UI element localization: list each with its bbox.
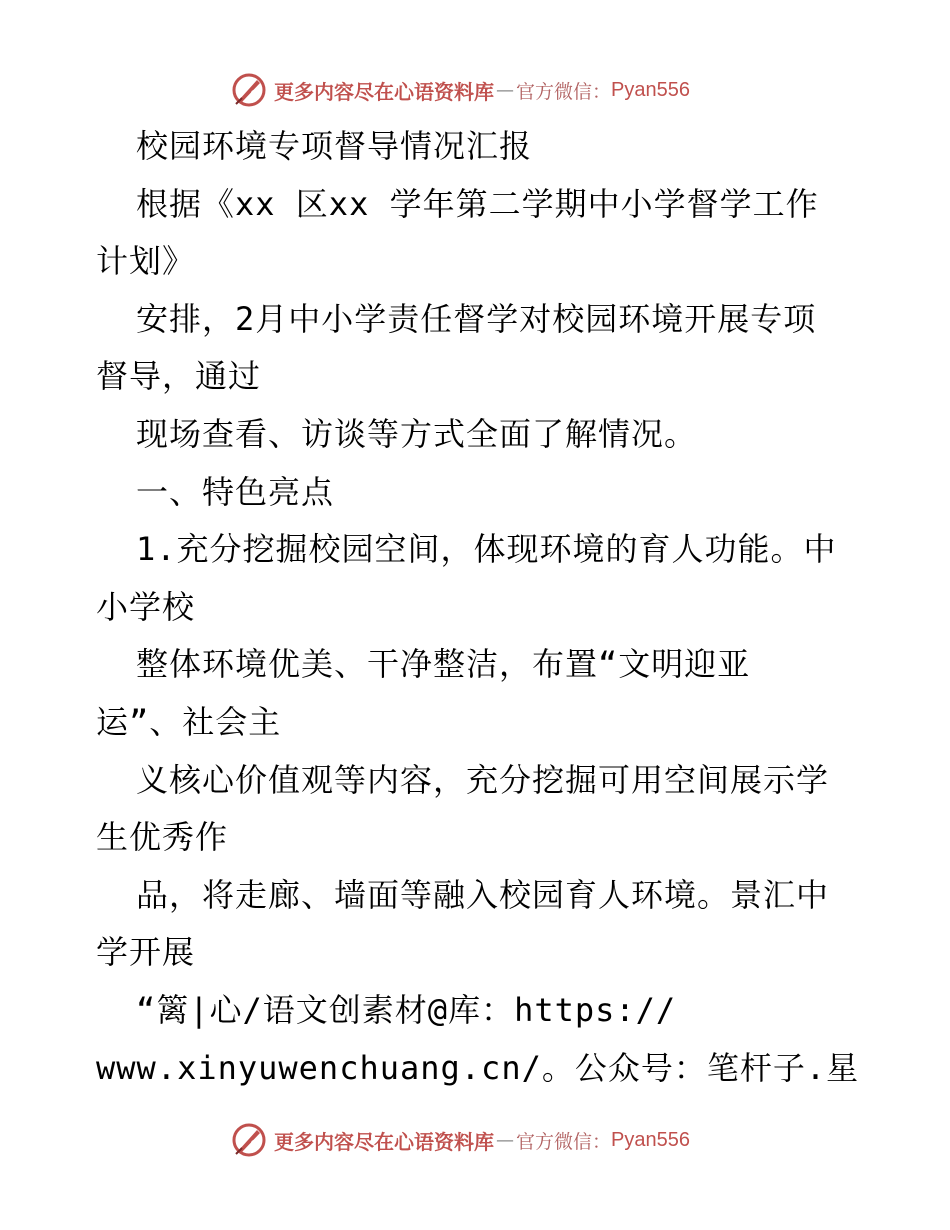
document-body [96, 118, 896, 1097]
text-line: 根据《xx 区xx 学年第二学期中小学督学工作 [136, 184, 819, 223]
text-line: 督导，通过 [96, 357, 262, 396]
footer-watermark-banner [230, 1120, 690, 1160]
quill-pen-logo-icon [230, 71, 268, 109]
footer-wechat-label: 官方微信： [516, 1130, 612, 1153]
section-heading: 一、特色亮点 [136, 472, 335, 511]
quill-pen-logo-icon [230, 1121, 268, 1159]
text-line: 运”、社会主 [96, 702, 282, 741]
text-line: 学开展 [96, 933, 196, 972]
footer-banner-separator: — [496, 1129, 514, 1151]
footer-wechat-id: Pyan556 [611, 1128, 690, 1151]
text-line: 义核心价值观等内容，充分挖掘可用空间展示学 [136, 760, 830, 799]
text-line: “篱|心/语文创素材@库：https:// [136, 990, 677, 1029]
text-line: 1.充分挖掘校园空间，体现环境的育人功能。中 [136, 530, 837, 569]
header-wechat-id: Pyan556 [611, 78, 690, 101]
header-wechat-label: 官方微信： [516, 80, 612, 103]
text-line: 小学校 [96, 587, 196, 626]
text-line: 安排，2月中小学责任督学对校园环境开展专项 [136, 299, 817, 338]
text-line: 计划》 [96, 242, 196, 281]
text-line: 现场查看、访谈等方式全面了解情况。 [136, 414, 698, 453]
header-banner-separator: — [496, 79, 514, 101]
header-banner-text: 更多内容尽在心语资料库 [274, 79, 494, 104]
text-line: 生优秀作 [96, 818, 229, 857]
footer-banner-text: 更多内容尽在心语资料库 [274, 1129, 494, 1154]
header-watermark-banner [230, 70, 690, 110]
text-line: www.xinyuwenchuang.cn/。公众号：笔杆子.星 [96, 1048, 860, 1087]
document-title: 校园环境专项督导情况汇报 [136, 127, 533, 165]
text-line: 品，将走廊、墙面等融入校园育人环境。景汇中 [136, 875, 830, 914]
text-line: 整体环境优美、干净整洁，布置“文明迎亚 [136, 645, 751, 684]
